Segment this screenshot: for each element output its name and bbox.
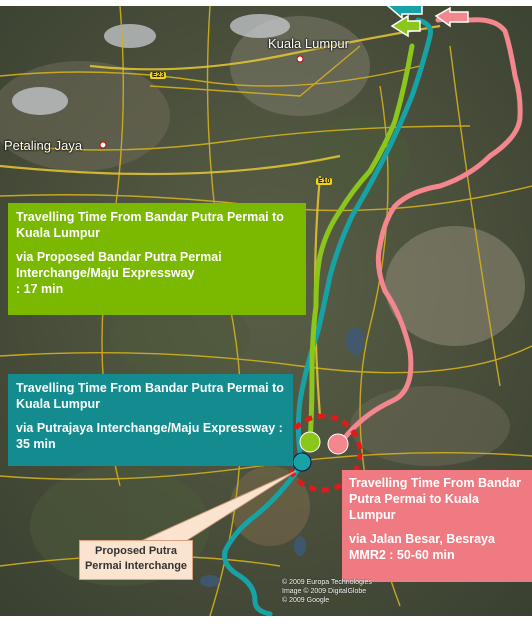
callout-green-route [8, 203, 306, 315]
city-label-petaling-jaya: Petaling Jaya [4, 138, 83, 153]
credit-line: Image © 2009 DigitalGlobe [282, 588, 367, 595]
proposed-interchange-label: Proposed Putra Permai Interchange [79, 540, 193, 580]
callout-teal-route [8, 374, 293, 466]
credit-line: © 2009 Europa Technologies [282, 579, 372, 586]
green-marker-icon [300, 432, 320, 452]
callout-teal-title: Travelling Time From Bandar Putra Permai to Kuala Lumpur [16, 381, 284, 411]
callout-pink-via: via Jalan Besar, Besraya MMR2 : 50-60 min [349, 532, 495, 562]
highway-badge-e23: E23 [152, 72, 165, 79]
map-credits [282, 578, 372, 605]
callout-pink-title: Travelling Time From Bandar Putra Permai to Kuala Lumpur [349, 476, 522, 522]
callout-green-time: : 17 min [16, 282, 64, 296]
kuala-lumpur-pin-icon [297, 56, 303, 62]
callout-green-via: via Proposed Bandar Putra Permai Interchange/Maju Expressway [16, 250, 222, 280]
petaling-jaya-pin-icon [100, 142, 106, 148]
credit-line: © 2009 Google [282, 597, 330, 604]
callout-green-title: Travelling Time From Bandar Putra Permai to Kuala Lumpur [16, 210, 284, 240]
callout-pink-route [342, 470, 532, 582]
city-label-kuala-lumpur: Kuala Lumpur [268, 36, 349, 51]
callout-teal-via: via Putrajaya Interchange/Maju Expressway : 35 min [16, 421, 283, 451]
highway-badge-e10: E10 [318, 178, 331, 185]
pink-marker-icon [328, 434, 348, 454]
teal-marker-icon [293, 453, 311, 471]
